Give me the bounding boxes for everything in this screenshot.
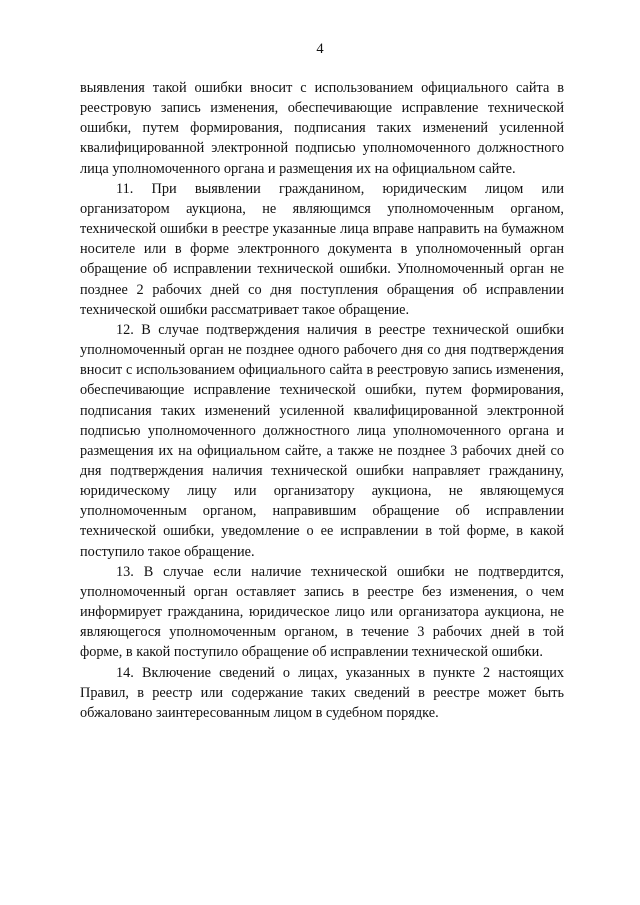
- paragraph-continuation: выявления такой ошибки вносит с использованием официального сайта в реестровую запись изменения, обеспечивающие исправление технической ошибки, путем формирования, подписания таких изменений усиленной квалифицированной электронной подписью уполномоченного должностного лица уполномоченного органа и размещения их на официальном сайте.: [80, 80, 564, 177]
- paragraph-13: 13. В случае если наличие технической ошибки не подтвердится, уполномоченный орган оставляет запись в реестре без изменения, о чем информирует гражданина, юридическое лицо или организатора аукциона, не являющегося уполномоченным органом, в течение 3 рабочих дней в той форме, в какой поступило обращение об исправлении технической ошибки.: [80, 563, 564, 661]
- document-body: [80, 78, 564, 723]
- paragraph-12: 12. В случае подтверждения наличия в реестре технической ошибки уполномоченный орган не позднее одного рабочего дня со дня подтверждения вносит с использованием официального сайта в реестровую запись изменения, обеспечивающие исправление технической ошибки, путем формирования, подписания таких изменений усиленной квалифицированной электронной подписью уполномоченного должностного лица уполномоченного органа и размещения их на официальном сайте, а также не позднее 3 рабочих дней со дня подтверждения наличия технической ошибки направляет гражданину, юридическому лицу или организатору аукциона, не являющемуся уполномоченным органом, направившим обращение об исправлении технической ошибки, уведомление о ее исправлении в той форме, в какой поступило такое обращение.: [80, 321, 564, 560]
- paragraph-11: 11. При выявлении гражданином, юридическим лицом или организатором аукциона, не являющимся уполномоченным органом, технической ошибки в реестре указанные лица вправе направить на бумажном носителе или в форме электронного документа в уполномоченный орган обращение об исправлении технической ошибки. Уполномоченный орган не позднее 2 рабочих дней со дня поступления обращения об исправлении технической ошибки рассматривает такое обращение.: [80, 180, 564, 318]
- page-number: 4: [316, 41, 324, 57]
- paragraph-14: 14. Включение сведений о лицах, указанных в пункте 2 настоящих Правил, в реестр или содержание таких сведений в реестре может быть обжаловано заинтересованным лицом в судебном порядке.: [80, 664, 564, 721]
